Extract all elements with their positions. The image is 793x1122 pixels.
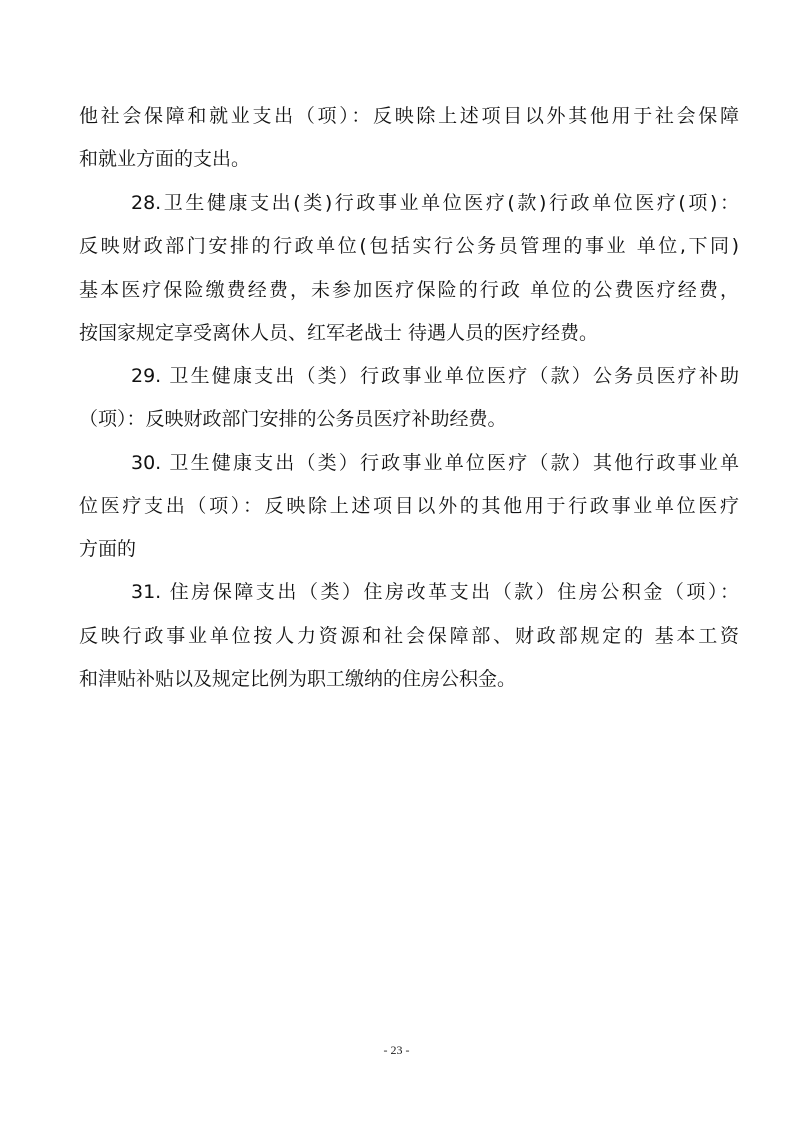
paragraph-line: 和津贴补贴以及规定比例为职工缴纳的住房公积金。	[79, 668, 517, 690]
page-number: - 23 -	[383, 1043, 410, 1057]
paragraph-line: 28.卫生健康支出(类)行政事业单位医疗(款)行政单位医疗(项)：	[131, 192, 739, 214]
paragraph-line: 方面的	[79, 538, 137, 560]
paragraph-line: 位医疗支出（项）：反映除上述项目以外的其他用于行政事业单位医疗	[79, 495, 739, 517]
paragraph-line: 和就业方面的支出。	[79, 148, 251, 170]
paragraph-line: 按国家规定享受离休人员、红军老战士 待遇人员的医疗经费。	[79, 322, 599, 344]
paragraph-line: （项）：反映财政部门安排的公务员医疗补助经费。	[79, 408, 507, 430]
paragraph-line: 反映财政部门安排的行政单位(包括实行公务员管理的事业 单位,下同)	[79, 235, 739, 257]
paragraph-line: 反映行政事业单位按人力资源和社会保障部、财政部规定的 基本工资	[79, 625, 739, 647]
paragraph-line: 30. 卫生健康支出（类）行政事业单位医疗（款）其他行政事业单	[131, 452, 739, 474]
paragraph-line: 基本医疗保险缴费经费，未参加医疗保险的行政 单位的公费医疗经费，	[79, 279, 739, 301]
paragraph-line: 31. 住房保障支出（类）住房改革支出（款）住房公积金（项）：	[131, 581, 739, 603]
paragraph-line: 他社会保障和就业支出（项）：反映除上述项目以外其他用于社会保障	[79, 105, 739, 127]
paragraph-line: 29. 卫生健康支出（类）行政事业单位医疗（款）公务员医疗补助	[131, 365, 739, 387]
